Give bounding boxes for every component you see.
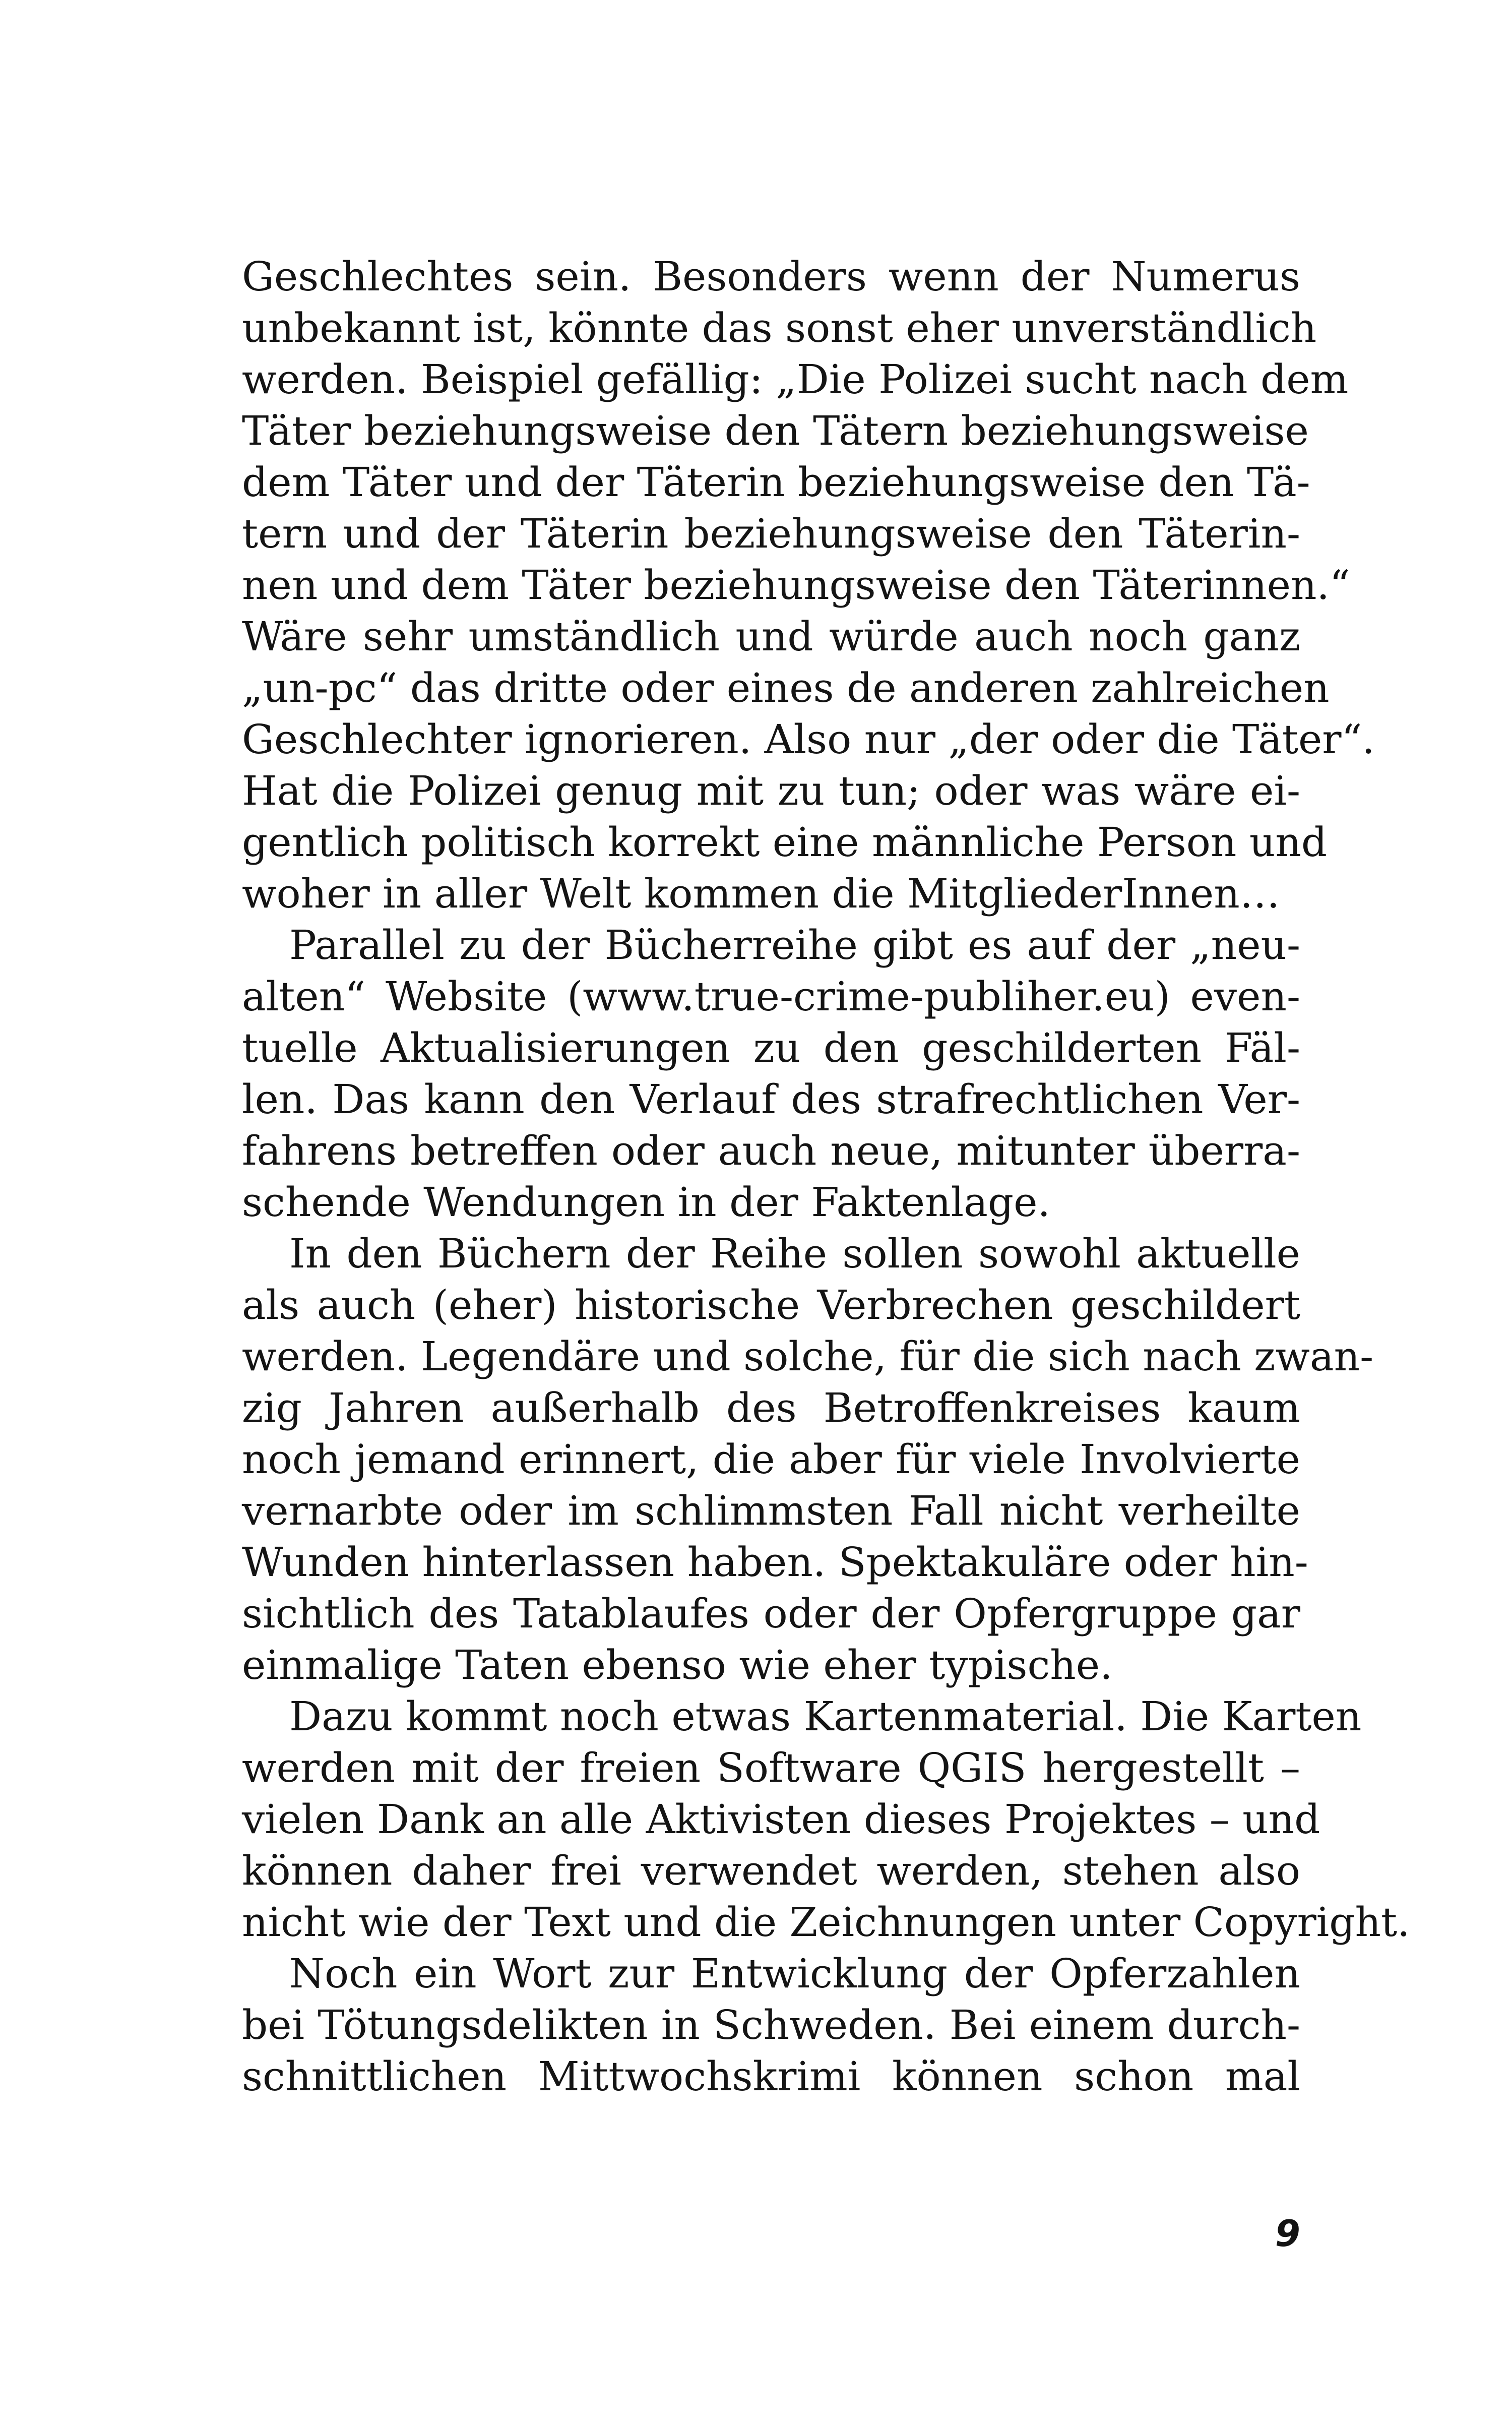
text-line: nicht wie der Text und die Zeichnungen unter Copyright. xyxy=(242,1899,1410,1946)
text-line: Parallel zu der Bücherreihe gibt es auf der „neu- xyxy=(289,922,1300,969)
text-line: noch jemand erinnert, die aber für viele Involvierte xyxy=(242,1436,1300,1483)
text-line: einmalige Taten ebenso wie eher typische. xyxy=(242,1642,1113,1688)
text-line: zig Jahren außerhalb des Betroffenkreises kaum xyxy=(242,1384,1300,1431)
text-line: Täter beziehungsweise den Tätern beziehungsweise xyxy=(242,407,1309,454)
text-line: gentlich politisch korrekt eine männliche Person und xyxy=(242,819,1328,866)
text-line: vielen Dank an alle Aktivisten dieses Projektes – und xyxy=(242,1796,1320,1843)
text-line: „un-pc“ das dritte oder eines de anderen zahlreichen xyxy=(242,664,1330,711)
text-line: bei Tötungsdelikten in Schweden. Bei einem durch- xyxy=(242,2002,1300,2048)
text-line: fahrens betreffen oder auch neue, mitunter überra- xyxy=(242,1127,1300,1174)
text-line: als auch (eher) historische Verbrechen geschildert xyxy=(242,1282,1300,1328)
text-line: schende Wendungen in der Faktenlage. xyxy=(242,1179,1050,1226)
text-line: Noch ein Wort zur Entwicklung der Opferzahlen xyxy=(289,1950,1300,1997)
text-line: schnittlichen Mittwochskrimi können schon mal xyxy=(242,2053,1300,2100)
text-line: tern und der Täterin beziehungsweise den Täterin- xyxy=(242,510,1300,557)
text-line: In den Büchern der Reihe sollen sowohl aktuelle xyxy=(289,1230,1300,1277)
text-line: werden. Legendäre und solche, für die sich nach zwan- xyxy=(242,1333,1374,1380)
text-line: Wäre sehr umständlich und würde auch noch ganz xyxy=(242,613,1300,660)
text-line: len. Das kann den Verlauf des strafrechtlichen Ver- xyxy=(242,1076,1300,1123)
text-line: woher in aller Welt kommen die MitgliederInnen… xyxy=(242,870,1280,917)
page-number: 9 xyxy=(1275,2212,1300,2255)
text-line: Wunden hinterlassen haben. Spektakuläre oder hin- xyxy=(242,1539,1308,1586)
text-line: Dazu kommt noch etwas Kartenmaterial. Die Karten xyxy=(289,1693,1362,1740)
text-line: sichtlich des Tatablaufes oder der Opfergruppe gar xyxy=(242,1590,1300,1637)
body-text xyxy=(242,251,1410,2102)
text-line: vernarbte oder im schlimmsten Fall nicht verheilte xyxy=(242,1487,1300,1534)
text-line: tuelle Aktualisierungen zu den geschilderten Fäl- xyxy=(242,1024,1300,1071)
text-line: Geschlechter ignorieren. Also nur „der oder die Täter“. xyxy=(242,716,1375,763)
text-line: nen und dem Täter beziehungsweise den Täterinnen.“ xyxy=(242,562,1350,609)
text-line: können daher frei verwendet werden, stehen also xyxy=(242,1847,1300,1894)
text-line: werden mit der freien Software QGIS hergestellt – xyxy=(242,1744,1300,1791)
text-line: dem Täter und der Täterin beziehungsweise den Tä- xyxy=(242,459,1310,506)
text-line: unbekannt ist, könnte das sonst eher unverständlich xyxy=(242,305,1317,351)
text-line: Hat die Polizei genug mit zu tun; oder was wäre ei- xyxy=(242,767,1300,814)
text-line: Geschlechtes sein. Besonders wenn der Numerus xyxy=(242,253,1300,300)
text-line: alten“ Website (www.true-crime-publiher.eu) even- xyxy=(242,973,1300,1020)
text-line: werden. Beispiel gefällig: „Die Polizei sucht nach dem xyxy=(242,356,1349,403)
